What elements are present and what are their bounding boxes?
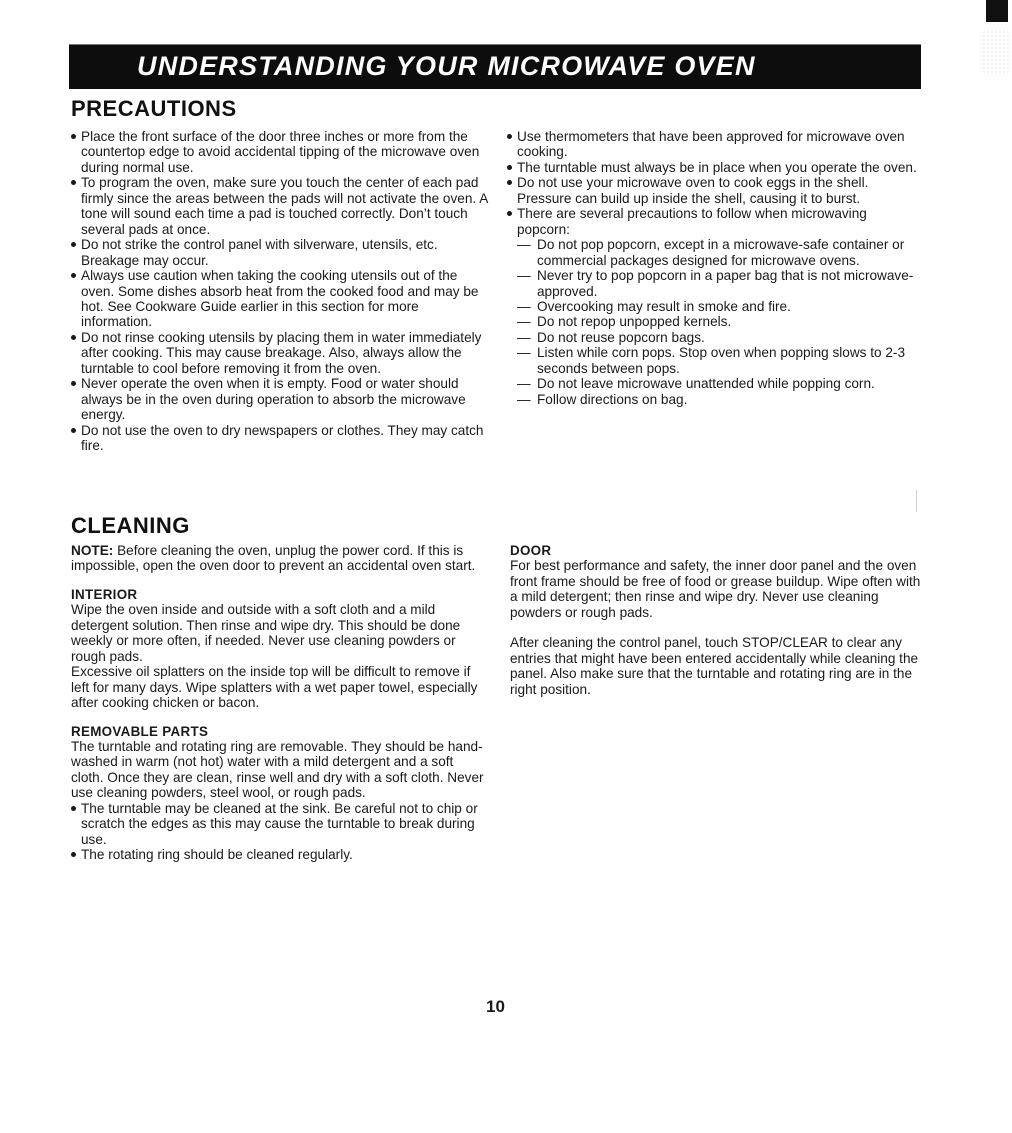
list-item [507,206,921,407]
note-label: NOTE: [71,543,114,558]
precautions-left-list [71,129,489,454]
interior-text-2: Excessive oil splatters on the inside top will be difficult to remove if left for many days. Wipe splatters with a wet paper towel, especially after cooking chicken or bacon. [71,664,478,711]
list-item: Do not strike the control panel with silverware, utensils, etc. Breakage may occur. [71,237,489,268]
control-panel-text: After cleaning the control panel, touch STOP/CLEAR to clear any entries that might have been entered accidentally while cleaning the panel. Also make sure that the turntable and rotating ring are in the right position. [510,635,919,697]
cleaning-left-column [71,543,487,863]
page-number: 10 [486,997,505,1016]
precautions-left-column [71,129,489,454]
banner-title: UNDERSTANDING YOUR MICROWAVE OVEN [137,51,756,81]
popcorn-item: — Do not pop popcorn, except in a microwave-safe container or commercial packages designed for microwave ovens. [517,237,921,268]
list-item: The turntable must always be in place when you operate the oven. [507,160,921,175]
popcorn-item: — Overcooking may result in smoke and fire. [517,299,921,314]
interior-text-1: Wipe the oven inside and outside with a soft cloth and a mild detergent solution. Then rinse and wipe dry. This should be done weekly or more often, if needed. Never use cleaning powders or rough pads. [71,602,461,664]
cleaning-title: CLEANING [71,513,190,538]
cleaning-note [71,543,487,574]
list-item: Place the front surface of the door three inches or more from the countertop edge to avoid accidental tipping of the microwave oven during normal use. [71,129,489,175]
popcorn-list [517,237,921,407]
removable-parts-heading: REMOVABLE PARTS [71,723,209,739]
removable-parts-text: The turntable and rotating ring are removable. They should be hand-washed in warm (not hot) water with a mild detergent and a soft cloth. Once they are clean, rinse well and dry with a soft cloth. Never use cleaning powders, steel wool, or rough pads. [71,738,484,801]
door-text: For best performance and safety, the inner door panel and the oven front frame should be free of food or grease buildup. Wipe often with a mild detergent; then rinse and wipe dry. Never use cleaning powders or rough pads. [510,558,921,620]
list-item: Do not use the oven to dry newspapers or clothes. They may catch fire. [71,423,489,454]
precautions-right-column [507,129,921,407]
list-item: The rotating ring should be cleaned regularly. [71,847,487,862]
list-item: To program the oven, make sure you touch the center of each pad firmly since the areas between the pads will not activate the oven. A tone will sound each time a pad is touched correctly. Don’t touch several pads at once. [71,175,489,237]
popcorn-item: — Follow directions on bag. [517,392,921,407]
removable-parts-list [71,801,487,863]
popcorn-item: — Listen while corn pops. Stop oven when popping slows to 2-3 seconds between pops. [517,345,921,376]
list-item: Always use caution when taking the cooking utensils out of the oven. Some dishes absorb heat from the cooked food and may be hot. See Cookware Guide earlier in this section for more information. [71,268,489,330]
interior-heading: INTERIOR [71,586,138,602]
cleaning-right-column [510,543,922,697]
popcorn-item: — Never try to pop popcorn in a paper bag that is not microwave-approved. [517,268,921,299]
list-item: Do not rinse cooking utensils by placing them in water immediately after cooking. This may cause breakage. Also, always allow the turntable to cool before removing it from the oven. [71,330,489,376]
scan-speckle [982,30,1010,74]
precautions-right-list [507,129,921,407]
popcorn-intro: There are several precautions to follow when microwaving popcorn: [517,206,867,237]
list-item: Never operate the oven when it is empty. Food or water should always be in the oven during operation to absorb the microwave energy. [71,376,489,422]
corner-registration-mark [986,0,1008,22]
precautions-title: PRECAUTIONS [71,96,237,121]
popcorn-item: — Do not reuse popcorn bags. [517,330,921,345]
popcorn-item: — Do not repop unpopped kernels. [517,314,921,329]
list-item: Do not use your microwave oven to cook eggs in the shell. Pressure can build up inside the shell, causing it to burst. [507,175,921,206]
note-text: Before cleaning the oven, unplug the power cord. If this is impossible, open the oven door to prevent an accidental oven start. [71,543,476,574]
divider [916,490,917,512]
header-banner [69,44,921,89]
door-heading: DOOR [510,543,552,558]
list-item: The turntable may be cleaned at the sink. Be careful not to chip or scratch the edges as this may cause the turntable to break during use. [71,801,487,847]
list-item: Use thermometers that have been approved for microwave oven cooking. [507,129,921,160]
popcorn-item: — Do not leave microwave unattended while popping corn. [517,376,921,391]
